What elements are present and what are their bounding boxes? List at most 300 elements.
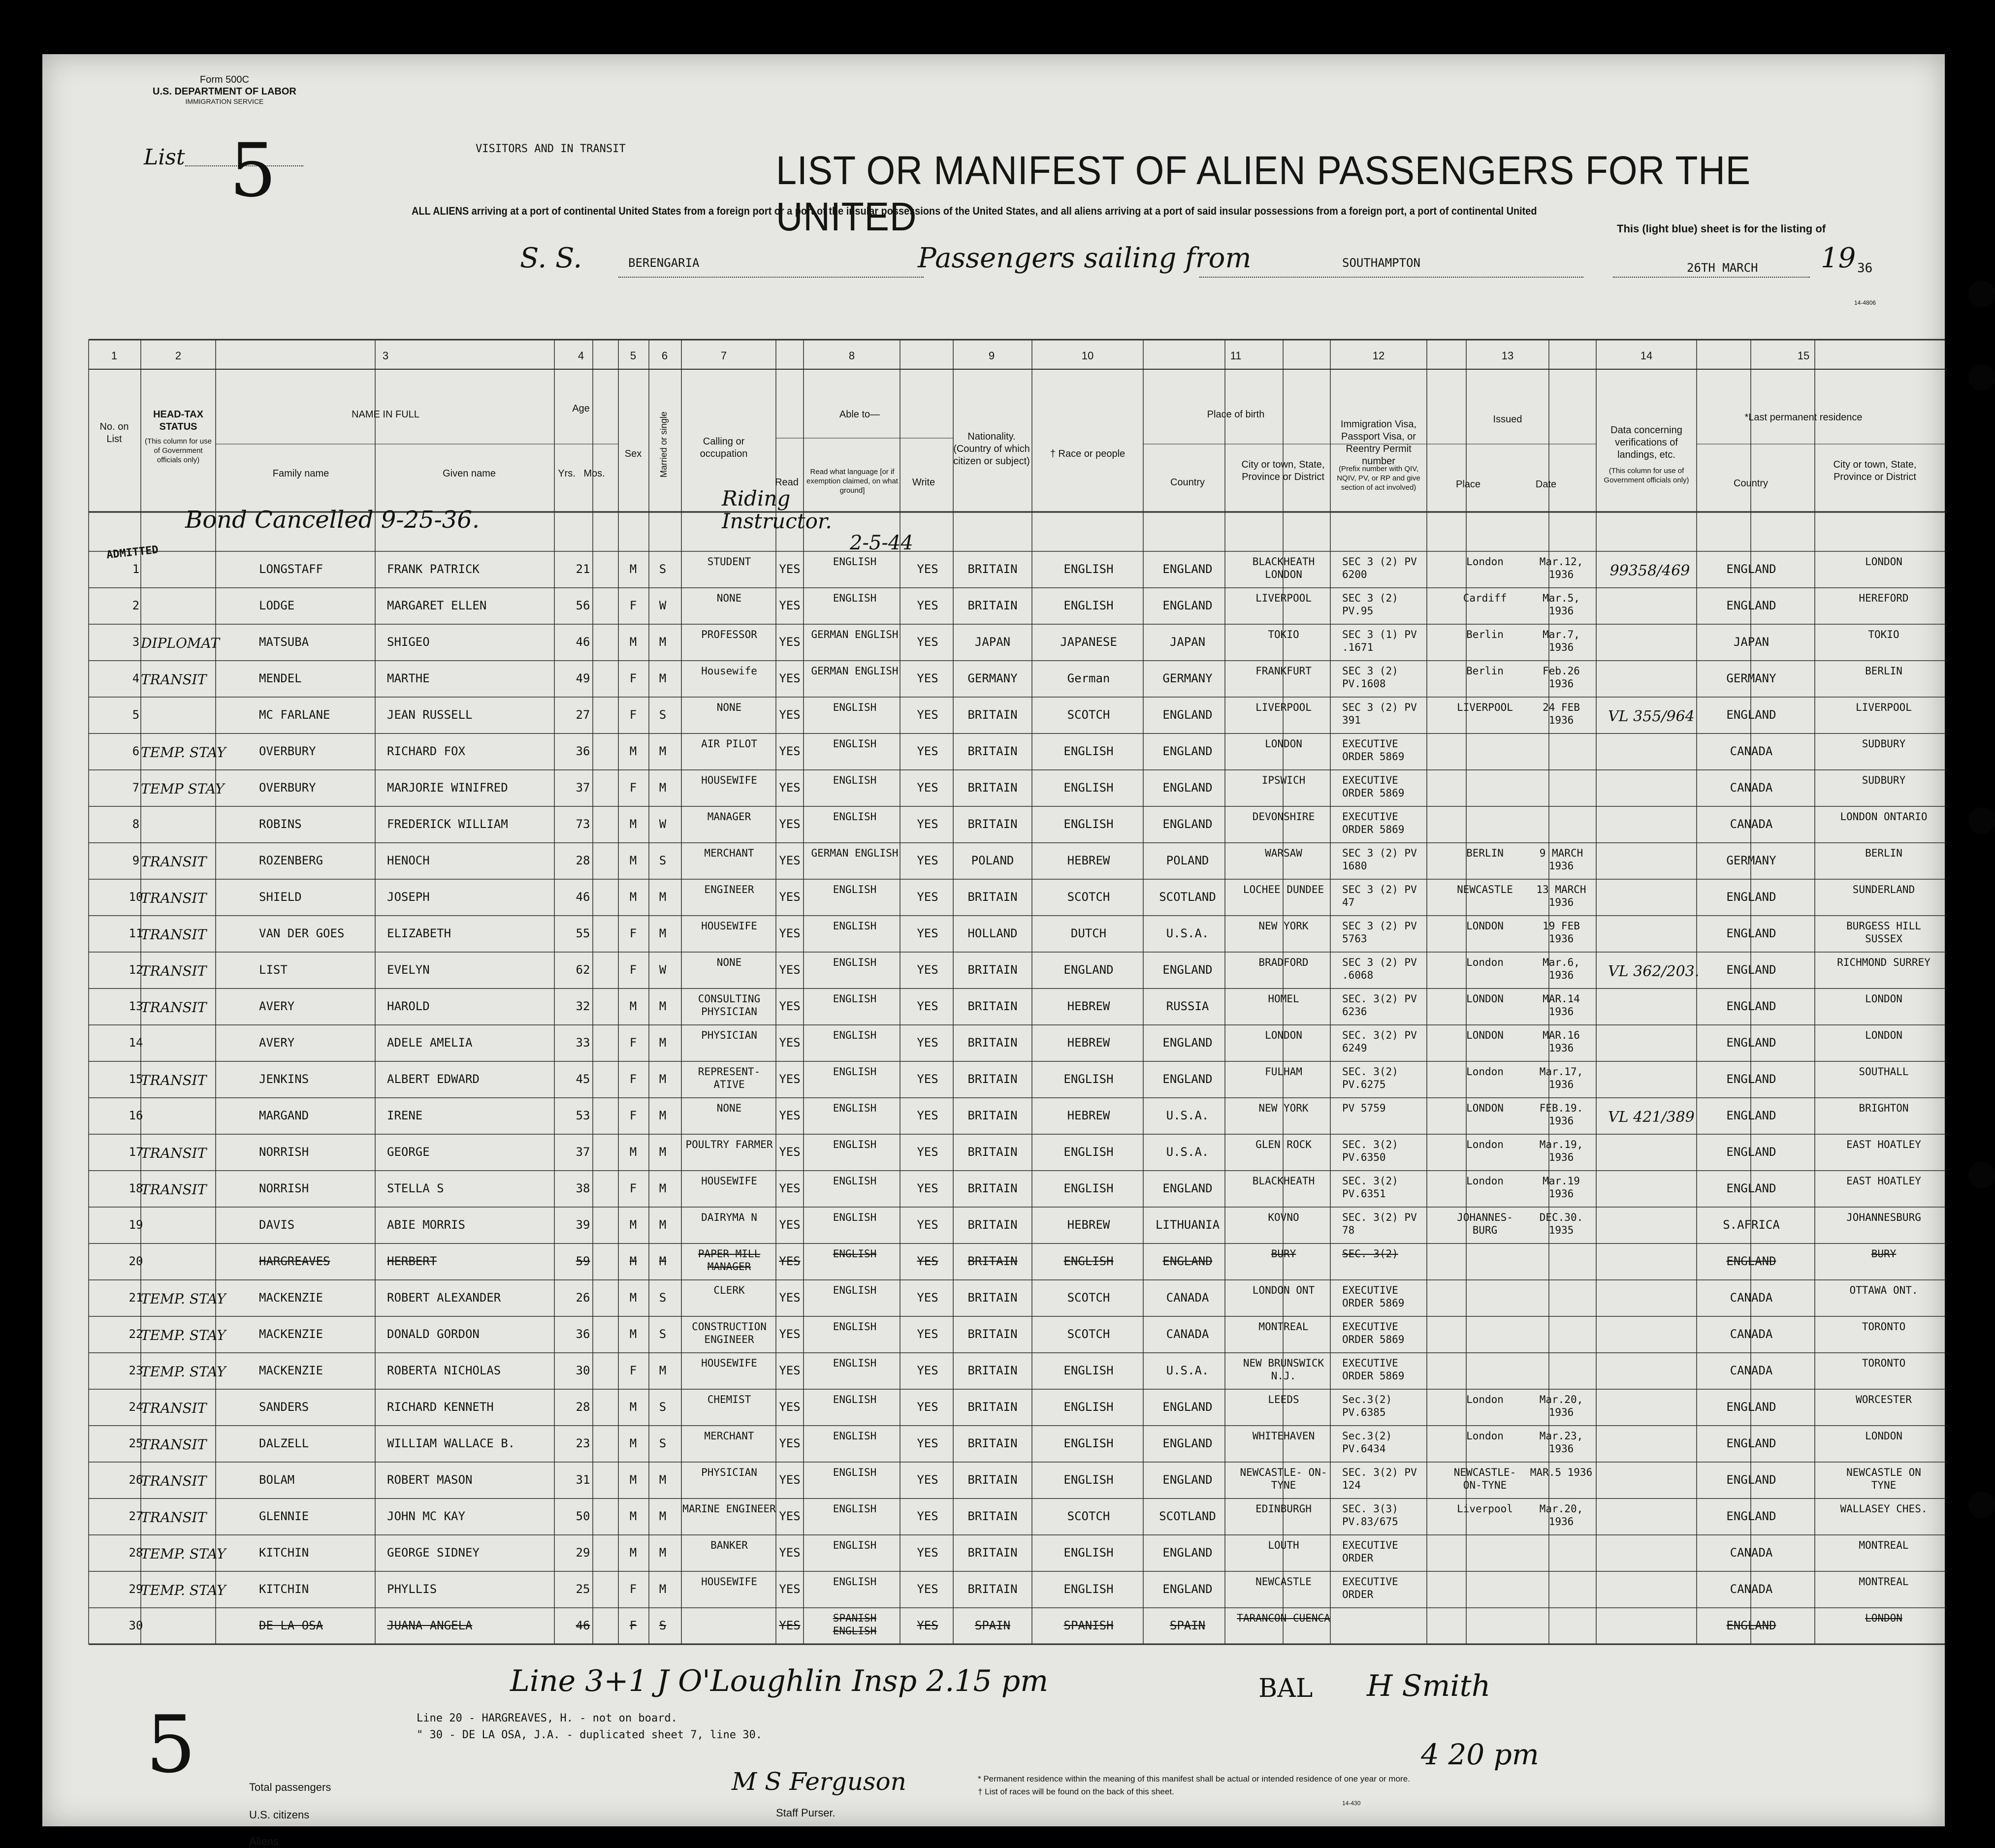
cell-idate: Mar.20, 1936 bbox=[1539, 1394, 1583, 1418]
cell-lang: ENGLISH bbox=[833, 1211, 877, 1223]
cell-rcountry: ENGLAND bbox=[1726, 599, 1776, 612]
cell-occ: MANAGER bbox=[707, 811, 751, 823]
cell-ms: S bbox=[659, 562, 667, 576]
cell-idate: MAR.5 1936 bbox=[1530, 1466, 1593, 1478]
cell-sex: F bbox=[629, 1109, 637, 1122]
cell-ms: M bbox=[659, 1109, 667, 1122]
cell-bcity: NEWCASTLE bbox=[1255, 1576, 1312, 1588]
cell-family: DAVIS bbox=[259, 1218, 295, 1232]
cell-ms: M bbox=[659, 1181, 667, 1195]
cell-given: RICHARD KENNETH bbox=[387, 1400, 494, 1414]
cell-nat: BRITAIN bbox=[967, 1546, 1018, 1560]
cell-bcountry: ENGLAND bbox=[1162, 1400, 1213, 1414]
cell-rcity: MONTREAL bbox=[1859, 1576, 1909, 1588]
cell-idate: Mar.23, 1936 bbox=[1539, 1430, 1583, 1455]
cell-bcity: IPSWICH bbox=[1261, 774, 1306, 786]
cell-no: 10 bbox=[129, 890, 143, 904]
cell-sex: M bbox=[629, 1145, 637, 1159]
cell-yrs: 38 bbox=[576, 1181, 590, 1195]
cell-rcity: BURY bbox=[1871, 1248, 1897, 1260]
cell-given: SHIGEO bbox=[387, 635, 430, 649]
cell-lang: ENGLISH bbox=[833, 1139, 877, 1150]
table-row bbox=[42, 551, 1945, 587]
cell-race: ENGLISH bbox=[1063, 1145, 1114, 1159]
cell-race: SCOTCH bbox=[1067, 1327, 1110, 1341]
cell-no: 30 bbox=[129, 1619, 143, 1632]
cell-rcountry: ENGLAND bbox=[1726, 1400, 1776, 1414]
cell-visa: SEC. 3(2) PV.6275 bbox=[1342, 1066, 1398, 1090]
cell-rcity: TORONTO bbox=[1862, 1321, 1906, 1333]
col-number: 9 bbox=[988, 350, 995, 362]
cell-read: YES bbox=[779, 1181, 801, 1195]
cell-rcity: LONDON bbox=[1865, 556, 1902, 568]
cell-lang: GERMAN ENGLISH bbox=[811, 665, 899, 677]
header-birth-country: Country bbox=[1170, 477, 1205, 488]
cell-rcountry: CANADA bbox=[1730, 1291, 1773, 1305]
cell-ms: W bbox=[659, 817, 667, 831]
header-last-residence: *Last permanent residence bbox=[1744, 412, 1863, 423]
cell-bcity: EDINBURGH bbox=[1255, 1503, 1312, 1515]
cell-rcity: BERLIN bbox=[1865, 847, 1902, 859]
cell-ms: M bbox=[659, 1546, 667, 1560]
cell-no: 26 bbox=[129, 1473, 143, 1487]
cell-family: KITCHIN bbox=[259, 1582, 309, 1596]
cell-occ: HOUSEWIFE bbox=[701, 1357, 757, 1369]
cell-given: JOHN MC KAY bbox=[387, 1509, 465, 1523]
cell-nat: BRITAIN bbox=[967, 1109, 1018, 1122]
cell-family: NORRISH bbox=[259, 1181, 309, 1195]
table-row bbox=[42, 1353, 1945, 1388]
cell-ms: S bbox=[659, 1436, 667, 1450]
cell-read: YES bbox=[779, 1582, 801, 1596]
cell-nat: BRITAIN bbox=[967, 1181, 1018, 1195]
cell-bcountry: CANADA bbox=[1166, 1291, 1209, 1305]
header-able-to: Able to— bbox=[839, 409, 880, 420]
cell-given: DONALD GORDON bbox=[387, 1327, 480, 1341]
cell-idate: MAR.14 1936 bbox=[1543, 993, 1580, 1018]
cell-bcity: BLACKHEATH LONDON bbox=[1252, 556, 1315, 580]
cell-family: SANDERS bbox=[259, 1400, 309, 1414]
cell-no: 22 bbox=[129, 1327, 143, 1341]
cell-race: ENGLISH bbox=[1063, 1364, 1114, 1377]
cell-write: YES bbox=[917, 599, 938, 612]
cell-yrs: 53 bbox=[576, 1109, 590, 1122]
cell-occ: ENGINEER bbox=[704, 884, 754, 895]
cell-tax: DIPLOMAT bbox=[141, 635, 220, 651]
cell-nat: JAPAN bbox=[974, 635, 1011, 649]
ss-label: S. S. bbox=[520, 242, 582, 274]
cell-write: YES bbox=[917, 999, 938, 1013]
cell-race: DUTCH bbox=[1070, 926, 1107, 940]
cell-given: WILLIAM WALLACE B. bbox=[387, 1436, 515, 1450]
cell-lang: ENGLISH bbox=[833, 1539, 877, 1551]
punch-hole bbox=[1968, 1492, 1995, 1518]
table-row bbox=[42, 697, 1945, 733]
list-label: List bbox=[144, 145, 185, 170]
cell-given: FRANK PATRICK bbox=[387, 562, 480, 576]
cell-family: ROZENBERG bbox=[259, 854, 323, 867]
cell-bcity: GLEN ROCK bbox=[1255, 1139, 1312, 1150]
cell-yrs: 21 bbox=[576, 562, 590, 576]
table-row bbox=[42, 1498, 1945, 1534]
cell-sex: F bbox=[629, 708, 637, 722]
cell-write: YES bbox=[917, 1582, 938, 1596]
cell-bcountry: ENGLAND bbox=[1162, 1254, 1213, 1268]
cell-iplace: LONDON bbox=[1466, 1029, 1504, 1041]
cell-visa: EXECUTIVE ORDER 5869 bbox=[1342, 774, 1405, 799]
riding-instructor-note: Riding Instructor. bbox=[722, 486, 832, 534]
cell-iplace: London bbox=[1466, 1139, 1504, 1150]
cell-race: SCOTCH bbox=[1067, 890, 1110, 904]
cell-idate: Mar.20, 1936 bbox=[1539, 1503, 1583, 1528]
cell-occ: HOUSEWIFE bbox=[701, 920, 757, 932]
cell-bcity: LONDON bbox=[1265, 1029, 1302, 1041]
cell-visa: Sec.3(2) PV.6385 bbox=[1342, 1394, 1392, 1418]
cell-bcountry: ENGLAND bbox=[1162, 599, 1213, 612]
cell-given: HENOCH bbox=[387, 854, 430, 867]
cell-visa: SEC. 3(3) PV.83/675 bbox=[1342, 1503, 1398, 1528]
cell-sex: F bbox=[629, 1072, 637, 1086]
cell-bcountry: U.S.A. bbox=[1166, 926, 1209, 940]
cell-write: YES bbox=[917, 926, 938, 940]
cell-nat: BRITAIN bbox=[967, 1364, 1018, 1377]
cell-nat: BRITAIN bbox=[967, 890, 1018, 904]
department-name: U.S. DEPARTMENT OF LABOR bbox=[153, 86, 296, 97]
table-row bbox=[42, 1134, 1945, 1170]
header-write: Write bbox=[912, 477, 935, 488]
cell-rcountry: ENGLAND bbox=[1726, 1473, 1776, 1487]
cell-yrs: 32 bbox=[576, 999, 590, 1013]
cell-race: ENGLISH bbox=[1063, 1400, 1114, 1414]
year-suffix: 36 bbox=[1857, 261, 1873, 276]
cell-read: YES bbox=[779, 1400, 801, 1414]
header-name-in-full: NAME IN FULL bbox=[352, 409, 419, 420]
cell-write: YES bbox=[917, 781, 938, 795]
table-row bbox=[42, 770, 1945, 805]
cell-write: YES bbox=[917, 635, 938, 649]
cell-visa: EXECUTIVE ORDER 5869 bbox=[1342, 738, 1405, 763]
col-number: 3 bbox=[382, 350, 389, 362]
cell-bcountry: ENGLAND bbox=[1162, 562, 1213, 576]
cell-race: ENGLISH bbox=[1063, 744, 1114, 758]
footnote-residence: * Permanent residence within the meaning of this manifest shall be actual or intended residence of one year or more. bbox=[978, 1774, 1410, 1784]
cell-bcountry: LITHUANIA bbox=[1155, 1218, 1220, 1232]
cell-no: 13 bbox=[129, 999, 143, 1013]
cell-occ: PHYSICIAN bbox=[701, 1029, 757, 1041]
cell-tax: TRANSIT bbox=[141, 1509, 207, 1526]
cell-occ: HOUSEWIFE bbox=[701, 1175, 757, 1187]
cell-yrs: 25 bbox=[576, 1582, 590, 1596]
cell-ms: M bbox=[659, 1509, 667, 1523]
cell-no: 27 bbox=[129, 1509, 143, 1523]
cell-rcity: TORONTO bbox=[1862, 1357, 1906, 1369]
cell-rcity: SUDBURY bbox=[1862, 774, 1906, 786]
cell-no: 6 bbox=[132, 744, 140, 758]
cell-lang: ENGLISH bbox=[833, 956, 877, 968]
cell-yrs: 55 bbox=[576, 926, 590, 940]
header-landings: Data concerning verifications of landings, etc. bbox=[1610, 425, 1682, 460]
cell-bcity: LIVERPOOL bbox=[1255, 701, 1312, 713]
cell-rcountry: ENGLAND bbox=[1726, 926, 1776, 940]
cell-rcountry: GERMANY bbox=[1726, 854, 1776, 867]
cell-iplace: London bbox=[1466, 1066, 1504, 1078]
cell-nat: BRITAIN bbox=[967, 1254, 1018, 1268]
cell-visa: EXECUTIVE ORDER 5869 bbox=[1342, 811, 1405, 835]
cell-race: ENGLISH bbox=[1063, 1254, 1114, 1268]
cell-ms: M bbox=[659, 744, 667, 758]
cell-race: ENGLISH bbox=[1063, 781, 1114, 795]
cell-given: MARTHE bbox=[387, 671, 430, 685]
cell-write: YES bbox=[917, 1400, 938, 1414]
cell-lang: ENGLISH bbox=[833, 1357, 877, 1369]
departure-port: SOUTHAMPTON bbox=[1342, 256, 1420, 270]
cell-visa: EXECUTIVE ORDER 5869 bbox=[1342, 1284, 1405, 1309]
purser-signature: M S Ferguson bbox=[732, 1767, 906, 1796]
cell-bcity: WARSAW bbox=[1265, 847, 1302, 859]
cell-no: 15 bbox=[129, 1072, 143, 1086]
cell-tax: TEMP. STAY bbox=[141, 1327, 226, 1343]
cell-write: YES bbox=[917, 1181, 938, 1195]
year-prefix: 19 bbox=[1821, 242, 1856, 274]
cell-race: German bbox=[1067, 671, 1110, 685]
cell-bcountry: U.S.A. bbox=[1166, 1364, 1209, 1377]
cell-read: YES bbox=[779, 854, 801, 867]
cell-rcity: LONDON bbox=[1865, 1029, 1902, 1041]
cell-rcountry: JAPAN bbox=[1733, 635, 1770, 649]
cell-visa: SEC 3 (2) PV 47 bbox=[1342, 884, 1417, 908]
cell-bcity: DEVONSHIRE bbox=[1252, 811, 1315, 823]
header-res-country: Country bbox=[1733, 478, 1769, 489]
cell-nat: BRITAIN bbox=[967, 963, 1018, 977]
col-number: 6 bbox=[661, 350, 668, 362]
cell-read: YES bbox=[779, 744, 801, 758]
cell-ms: S bbox=[659, 1291, 667, 1305]
cell-occ: MERCHANT bbox=[704, 847, 754, 859]
footer-time: 4 20 pm bbox=[1421, 1738, 1539, 1771]
cell-given: ELIZABETH bbox=[387, 926, 451, 940]
cell-write: YES bbox=[917, 1036, 938, 1050]
cell-write: YES bbox=[917, 1509, 938, 1523]
service-name: IMMIGRATION SERVICE bbox=[185, 97, 264, 105]
cell-rcountry: ENGLAND bbox=[1726, 1181, 1776, 1195]
cell-bcity: BURY bbox=[1271, 1248, 1296, 1260]
cell-yrs: 36 bbox=[576, 1327, 590, 1341]
cell-idate: Mar.5, 1936 bbox=[1543, 592, 1580, 617]
cell-tax: TRANSIT bbox=[141, 1473, 207, 1489]
cell-no: 24 bbox=[129, 1400, 143, 1414]
cell-given: EVELYN bbox=[387, 963, 430, 977]
cell-family: OVERBURY bbox=[259, 781, 316, 795]
cell-rcity: BERLIN bbox=[1865, 665, 1902, 677]
cell-yrs: 26 bbox=[576, 1291, 590, 1305]
cell-read: YES bbox=[779, 1072, 801, 1086]
cell-tax: TEMP. STAY bbox=[141, 1582, 226, 1598]
cell-tax: TRANSIT bbox=[141, 1400, 207, 1416]
cell-rcity: NEWCASTLE ON TYNE bbox=[1846, 1466, 1921, 1491]
cell-rcity: SOUTHALL bbox=[1859, 1066, 1909, 1078]
cell-lang: ENGLISH bbox=[833, 1284, 877, 1296]
list-number: 5 bbox=[229, 128, 277, 214]
cell-read: YES bbox=[779, 890, 801, 904]
table-row bbox=[42, 1316, 1945, 1352]
cell-read: YES bbox=[779, 1546, 801, 1560]
cell-family: MENDEL bbox=[259, 671, 302, 685]
cell-tax: TRANSIT bbox=[141, 1072, 207, 1088]
cell-sex: M bbox=[629, 1546, 637, 1560]
col-number: 11 bbox=[1230, 350, 1242, 362]
cell-tax: TRANSIT bbox=[141, 963, 207, 979]
cell-write: YES bbox=[917, 963, 938, 977]
cell-occ: MARINE ENGINEER bbox=[682, 1503, 776, 1515]
cell-read: YES bbox=[779, 1509, 801, 1523]
table-row bbox=[42, 843, 1945, 878]
cell-lang: GERMAN ENGLISH bbox=[811, 847, 899, 859]
cell-race: ENGLISH bbox=[1063, 562, 1114, 576]
cell-race: ENGLAND bbox=[1063, 963, 1114, 977]
cell-given: JUANA ANGELA bbox=[387, 1619, 473, 1632]
cell-yrs: 45 bbox=[576, 1072, 590, 1086]
cell-write: YES bbox=[917, 890, 938, 904]
header-age: Age bbox=[572, 403, 590, 414]
header-issued-date: Date bbox=[1535, 479, 1557, 490]
col-number: 14 bbox=[1640, 350, 1653, 362]
cell-no: 18 bbox=[129, 1181, 143, 1195]
cell-rcity: LIVERPOOL bbox=[1856, 701, 1912, 713]
cell-family: SHIELD bbox=[259, 890, 302, 904]
cell-nat: BRITAIN bbox=[967, 1036, 1018, 1050]
cell-visa: EXECUTIVE ORDER bbox=[1342, 1576, 1398, 1600]
cell-given: ALBERT EDWARD bbox=[387, 1072, 480, 1086]
cell-bcountry: SCOTLAND bbox=[1159, 890, 1216, 904]
admission-date-note: 2-5-44 bbox=[850, 532, 913, 554]
cell-family: HARGREAVES bbox=[259, 1254, 330, 1268]
cell-occ: PAPER MILL MANAGER bbox=[698, 1248, 761, 1273]
cell-idate: 24 FEB 1936 bbox=[1543, 701, 1580, 726]
cell-family: MC FARLANE bbox=[259, 708, 330, 722]
cell-race: SCOTCH bbox=[1067, 708, 1110, 722]
cell-yrs: 37 bbox=[576, 781, 590, 795]
cell-bcity: LIVERPOOL bbox=[1255, 592, 1312, 604]
cell-race: ENGLISH bbox=[1063, 599, 1114, 612]
cell-no: 4 bbox=[132, 671, 140, 685]
cell-yrs: 23 bbox=[576, 1436, 590, 1450]
cell-bcity: LONDON bbox=[1265, 738, 1302, 750]
cell-read: YES bbox=[779, 635, 801, 649]
cell-yrs: 31 bbox=[576, 1473, 590, 1487]
cell-race: ENGLISH bbox=[1063, 1546, 1114, 1560]
cell-rcountry: CANADA bbox=[1730, 1582, 1773, 1596]
cell-occ: MERCHANT bbox=[704, 1430, 754, 1442]
cell-land: VL 355/964 bbox=[1608, 708, 1695, 725]
header-birth-city: City or town, State, Province or District bbox=[1241, 459, 1325, 482]
cell-yrs: 46 bbox=[576, 635, 590, 649]
cell-race: ENGLISH bbox=[1063, 1582, 1114, 1596]
cell-write: YES bbox=[917, 1218, 938, 1232]
punch-hole bbox=[1968, 281, 1995, 307]
cell-read: YES bbox=[779, 1364, 801, 1377]
cell-rcountry: ENGLAND bbox=[1726, 1254, 1776, 1268]
cell-occ: PHYSICIAN bbox=[701, 1466, 757, 1478]
cell-bcountry: RUSSIA bbox=[1166, 999, 1209, 1013]
cell-write: YES bbox=[917, 1072, 938, 1086]
cell-no: 8 bbox=[132, 817, 140, 831]
cell-no: 16 bbox=[129, 1109, 143, 1122]
cell-bcountry: ENGLAND bbox=[1162, 744, 1213, 758]
cell-no: 5 bbox=[132, 708, 140, 722]
cell-given: MARJORIE WINIFRED bbox=[387, 781, 508, 795]
cell-sex: F bbox=[629, 1181, 637, 1195]
table-row bbox=[42, 1280, 1945, 1315]
cell-rcity: SUNDERLAND bbox=[1852, 884, 1915, 895]
aliens-label: Aliens bbox=[249, 1835, 279, 1848]
cell-lang: ENGLISH bbox=[833, 1102, 877, 1114]
cell-ms: S bbox=[659, 1400, 667, 1414]
cell-bcountry: U.S.A. bbox=[1166, 1145, 1209, 1159]
smith-signature: H Smith bbox=[1367, 1669, 1491, 1703]
cell-sex: M bbox=[629, 854, 637, 867]
cell-yrs: 29 bbox=[576, 1546, 590, 1560]
cell-lang: ENGLISH bbox=[833, 884, 877, 895]
cell-rcity: MONTREAL bbox=[1859, 1539, 1909, 1551]
cell-bcity: FULHAM bbox=[1265, 1066, 1302, 1078]
cell-ms: S bbox=[659, 854, 667, 867]
cell-sex: M bbox=[629, 562, 637, 576]
cell-no: 17 bbox=[129, 1145, 143, 1159]
cell-sex: M bbox=[629, 817, 637, 831]
cell-lang: ENGLISH bbox=[833, 701, 877, 713]
cell-race: ENGLISH bbox=[1063, 1436, 1114, 1450]
cell-yrs: 39 bbox=[576, 1218, 590, 1232]
cell-visa: SEC 3 (2) PV.95 bbox=[1342, 592, 1398, 617]
cell-sex: M bbox=[629, 1327, 637, 1341]
cell-read: YES bbox=[779, 1291, 801, 1305]
cell-rcity: LONDON ONTARIO bbox=[1840, 811, 1928, 823]
cell-nat: BRITAIN bbox=[967, 1145, 1018, 1159]
cell-lang: ENGLISH bbox=[833, 811, 877, 823]
cell-tax: TEMP STAY bbox=[141, 781, 225, 797]
cell-rcountry: ENGLAND bbox=[1726, 999, 1776, 1013]
cell-yrs: 33 bbox=[576, 1036, 590, 1050]
cell-given: MARGARET ELLEN bbox=[387, 599, 487, 612]
cell-ms: M bbox=[659, 1036, 667, 1050]
manifest-sheet bbox=[42, 54, 1945, 1848]
footer-note-line30: " 30 - DE LA OSA, J.A. - duplicated sheet 7, line 30. bbox=[417, 1729, 762, 1741]
cell-occ: DAIRYMA N bbox=[701, 1211, 757, 1223]
punch-hole bbox=[1968, 364, 1995, 391]
cell-read: YES bbox=[779, 708, 801, 722]
cell-bcity: MONTREAL bbox=[1258, 1321, 1309, 1333]
cell-visa: SEC 3 (2) PV.1608 bbox=[1342, 665, 1398, 690]
cell-write: YES bbox=[917, 854, 938, 867]
cell-write: YES bbox=[917, 1291, 938, 1305]
cell-bcity: FRANKFURT bbox=[1255, 665, 1312, 677]
sailing-from-label: Passengers sailing from bbox=[918, 242, 1252, 274]
cell-write: YES bbox=[917, 1436, 938, 1450]
cell-visa: SEC 3 (2) PV 5763 bbox=[1342, 920, 1417, 945]
cell-sex: F bbox=[629, 1619, 637, 1632]
cell-sex: M bbox=[629, 635, 637, 649]
header-yrs: Yrs. bbox=[558, 468, 576, 479]
cell-race: ENGLISH bbox=[1063, 1181, 1114, 1195]
cell-idate: Feb.26 1936 bbox=[1543, 665, 1580, 690]
cell-ms: S bbox=[659, 1619, 667, 1632]
cell-read: YES bbox=[779, 1254, 801, 1268]
cell-land: VL 421/389 bbox=[1608, 1109, 1695, 1126]
header-calling: Calling or occupation bbox=[700, 436, 748, 459]
cell-read: YES bbox=[779, 1436, 801, 1450]
cell-ms: M bbox=[659, 1582, 667, 1596]
header-race: † Race or people bbox=[1050, 448, 1126, 459]
